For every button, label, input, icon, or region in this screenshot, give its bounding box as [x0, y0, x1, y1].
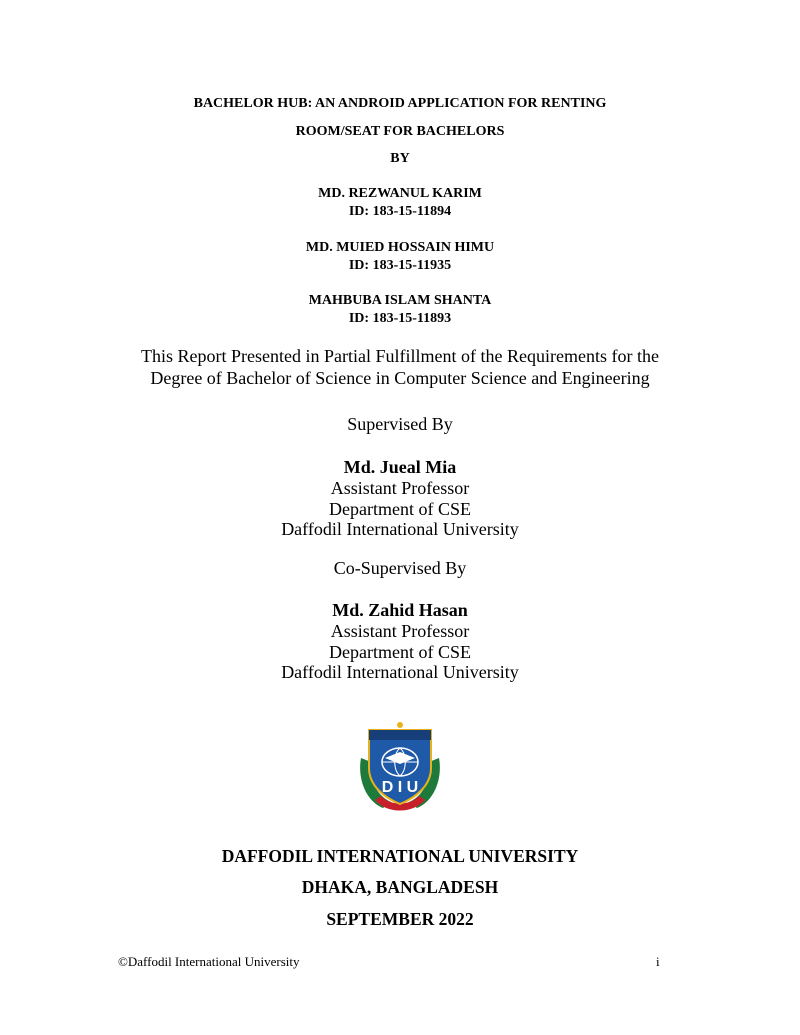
co-supervisor-name: Md. Zahid Hasan	[332, 600, 468, 620]
supervisor-title: Assistant Professor	[330, 478, 470, 498]
supervisor-name: Md. Jueal Mia	[343, 457, 457, 477]
supervisor-university: Daffodil International University	[281, 519, 519, 539]
author-1-id: ID: 183-15-11894	[348, 204, 452, 219]
submission-date: SEPTEMBER 2022	[326, 909, 474, 929]
page-number: i	[656, 954, 660, 969]
university-location: DHAKA, BANGLADESH	[301, 877, 499, 897]
footer-copyright: ©Daffodil International University	[118, 954, 300, 969]
supervisor-heading: Supervised By	[347, 414, 453, 434]
co-supervisor-university: Daffodil International University	[281, 662, 519, 682]
thesis-title-line-1: BACHELOR HUB: AN ANDROID APPLICATION FOR RENTING	[193, 96, 607, 111]
co-supervisor-title: Assistant Professor	[330, 621, 470, 641]
author-2-id: ID: 183-15-11935	[348, 258, 452, 273]
co-supervisor-dept: Department of CSE	[329, 642, 471, 662]
author-1-name: MD. REZWANUL KARIM	[318, 186, 482, 201]
author-3-name: MAHBUBA ISLAM SHANTA	[308, 293, 492, 308]
by-label: BY	[390, 151, 410, 166]
university-name: DAFFODIL INTERNATIONAL UNIVERSITY	[221, 846, 579, 866]
author-2-name: MD. MUIED HOSSAIN HIMU	[305, 240, 495, 255]
statement-line-1: This Report Presented in Partial Fulfillment of the Requirements for the	[141, 346, 659, 366]
co-supervisor-heading: Co-Supervised By	[333, 558, 467, 578]
statement-line-2: Degree of Bachelor of Science in Computer Science and Engineering	[150, 368, 650, 388]
author-3-id: ID: 183-15-11893	[348, 311, 452, 326]
thesis-title-line-2: ROOM/SEAT FOR BACHELORS	[295, 124, 505, 139]
university-logo	[353, 718, 447, 814]
supervisor-dept: Department of CSE	[329, 499, 471, 519]
logo-letters: D I U	[381, 779, 419, 796]
